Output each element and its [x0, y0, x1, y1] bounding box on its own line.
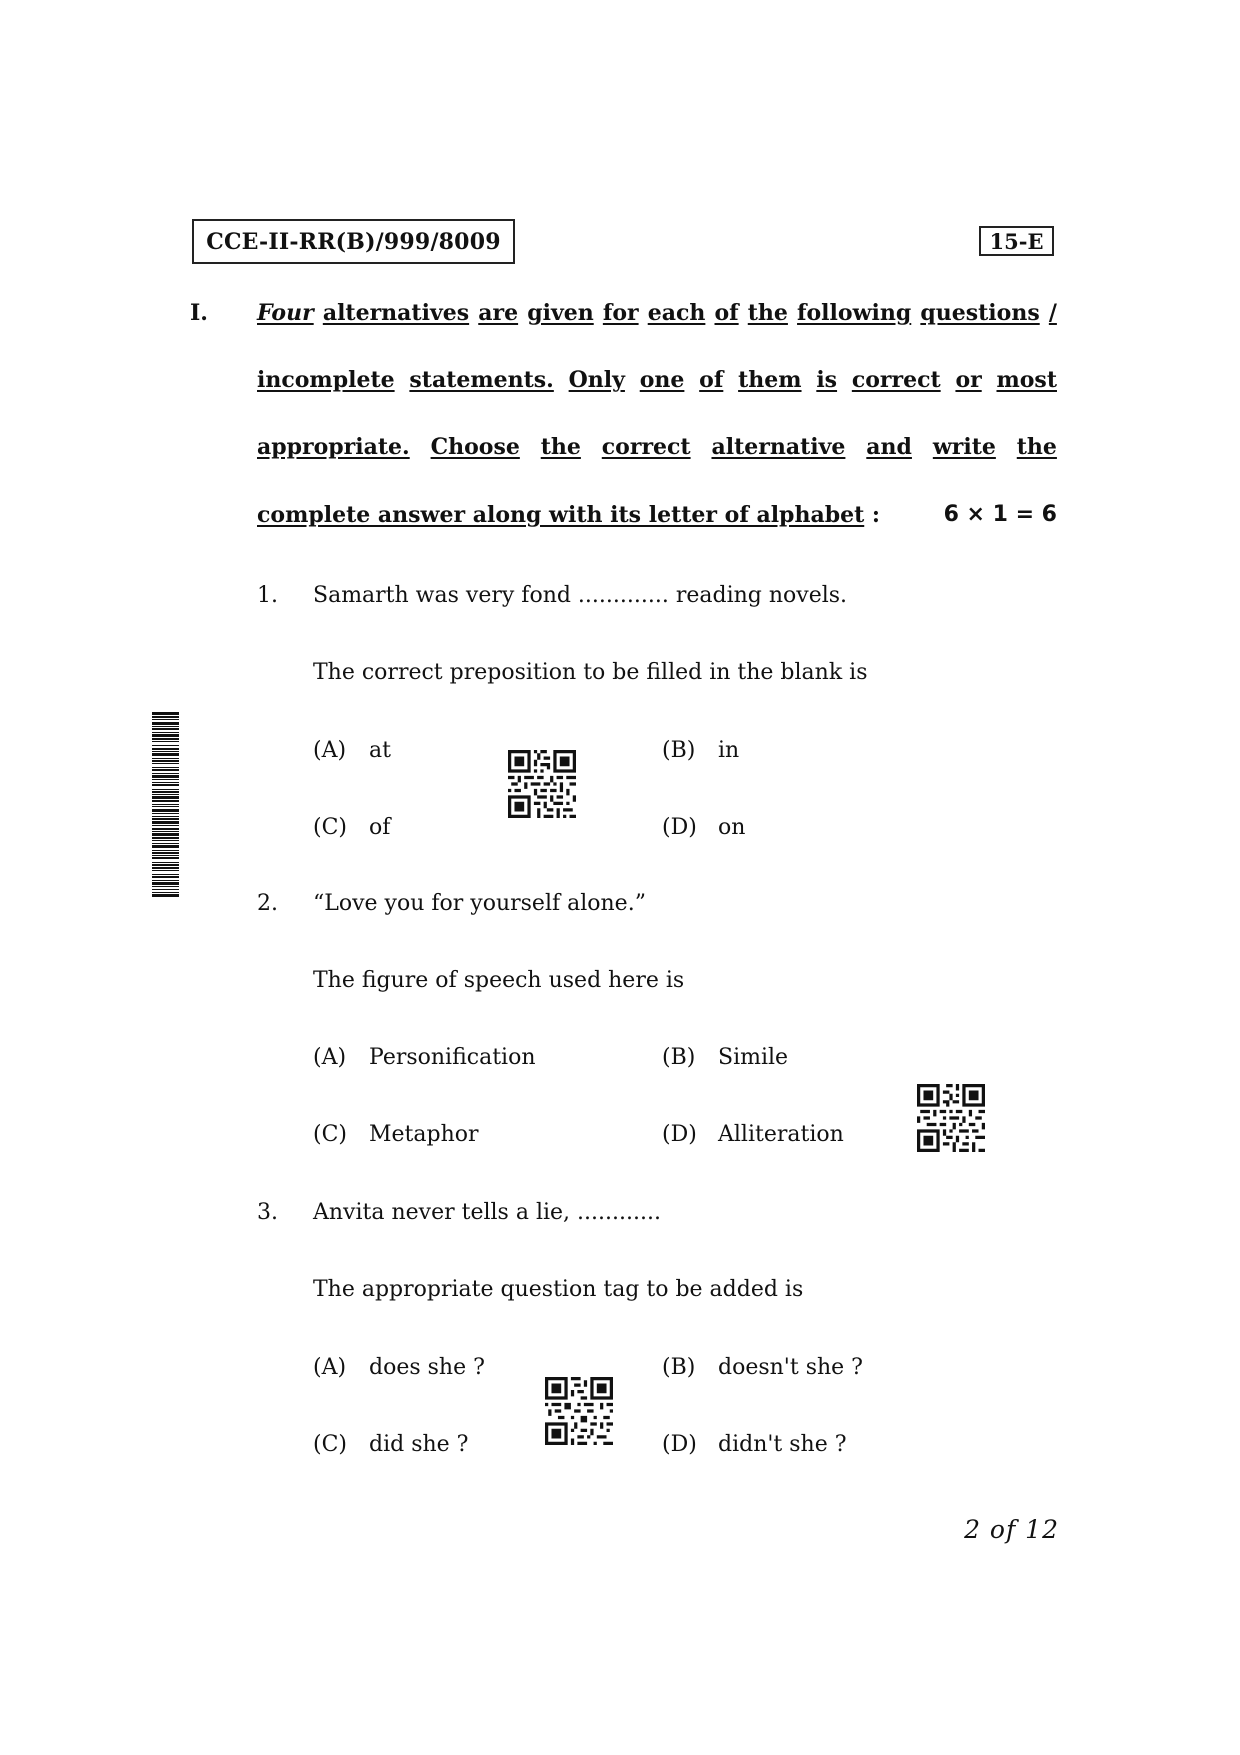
- question-stem: “Love you for yourself alone.”: [313, 891, 646, 916]
- option-text: did she ?: [369, 1432, 469, 1457]
- option-text: Alliteration: [718, 1122, 844, 1147]
- option-letter: (C): [313, 815, 347, 840]
- instruction-word: of: [714, 300, 739, 326]
- instruction-word: them: [738, 367, 802, 393]
- marks-allocation: 6 × 1 = 6: [943, 502, 1057, 527]
- instruction-word: the: [540, 434, 581, 460]
- option-text: does she ?: [369, 1355, 485, 1380]
- qr-code-icon: [917, 1084, 985, 1152]
- page-number: 2 of 12: [964, 1515, 1059, 1544]
- section-number: I.: [190, 300, 208, 326]
- option-text: Simile: [718, 1045, 789, 1070]
- instruction-colon: :: [871, 502, 881, 528]
- option-letter: (D): [662, 1432, 697, 1457]
- option-text: didn't she ?: [718, 1432, 847, 1457]
- instruction-word: Choose: [430, 434, 520, 460]
- instruction-word: one: [639, 367, 685, 393]
- instruction-word: write: [932, 434, 996, 460]
- option-letter: (B): [662, 1355, 696, 1380]
- instruction-line-2: [257, 367, 1057, 393]
- option-letter: (A): [313, 1045, 347, 1070]
- option-text: on: [718, 815, 746, 840]
- paper-code-box: [192, 219, 515, 264]
- instruction-word: Only: [568, 367, 625, 393]
- paper-set-box: [979, 226, 1054, 256]
- instruction-word: most: [996, 367, 1057, 393]
- option-letter: (A): [313, 738, 347, 763]
- instruction-word: alternatives: [322, 300, 470, 326]
- option-letter: (B): [662, 738, 696, 763]
- option-text: Personification: [369, 1045, 536, 1070]
- option-letter: (D): [662, 1122, 697, 1147]
- paper-code: CCE-II-RR(B)/999/8009: [206, 228, 501, 255]
- instruction-line-4: [257, 502, 1057, 528]
- instruction-word: incomplete: [257, 367, 395, 393]
- option-letter: (D): [662, 815, 697, 840]
- instruction-word: or: [955, 367, 982, 393]
- instruction-word: and: [866, 434, 912, 460]
- instruction-word: given: [527, 300, 594, 326]
- instruction-word: statements.: [409, 367, 554, 393]
- barcode-icon: [152, 712, 179, 1105]
- instruction-word: correct: [601, 434, 691, 460]
- question-stem: Anvita never tells a lie, ............: [313, 1200, 661, 1225]
- instruction-word-four: Four: [257, 300, 314, 326]
- question-stem: Samarth was very fond ............. reading novels.: [313, 583, 848, 608]
- option-text: at: [369, 738, 391, 763]
- instruction-word: /: [1048, 300, 1057, 326]
- question-prompt: The figure of speech used here is: [313, 968, 685, 993]
- instruction-word: the: [1016, 434, 1057, 460]
- option-letter: (A): [313, 1355, 347, 1380]
- instruction-word: each: [647, 300, 706, 326]
- qr-code-icon: [508, 750, 576, 818]
- option-letter: (C): [313, 1122, 347, 1147]
- option-letter: (B): [662, 1045, 696, 1070]
- instruction-word: appropriate.: [257, 434, 410, 460]
- option-text: Metaphor: [369, 1122, 479, 1147]
- question-number: 2.: [257, 891, 278, 916]
- option-text: of: [369, 815, 391, 840]
- instruction-word: are: [478, 300, 519, 326]
- instruction-word: questions: [920, 300, 1040, 326]
- option-letter: (C): [313, 1432, 347, 1457]
- instruction-line-3: [257, 434, 1057, 460]
- paper-set: 15-E: [989, 228, 1044, 254]
- question-number: 3.: [257, 1200, 278, 1225]
- instruction-word: following: [797, 300, 912, 326]
- instruction-word: correct: [851, 367, 941, 393]
- instruction-text: complete answer along with its letter of alphabet: [257, 502, 865, 528]
- instruction-line-1: [257, 300, 1057, 326]
- instruction-word: the: [747, 300, 788, 326]
- question-number: 1.: [257, 583, 278, 608]
- option-text: in: [718, 738, 740, 763]
- instruction-word: of: [699, 367, 724, 393]
- instruction-word: for: [602, 300, 639, 326]
- question-prompt: The appropriate question tag to be added is: [313, 1277, 804, 1302]
- qr-code-icon: [545, 1377, 613, 1445]
- instruction-word: is: [816, 367, 838, 393]
- question-prompt: The correct preposition to be filled in the blank is: [313, 660, 868, 685]
- instruction-word: alternative: [711, 434, 846, 460]
- option-text: doesn't she ?: [718, 1355, 863, 1380]
